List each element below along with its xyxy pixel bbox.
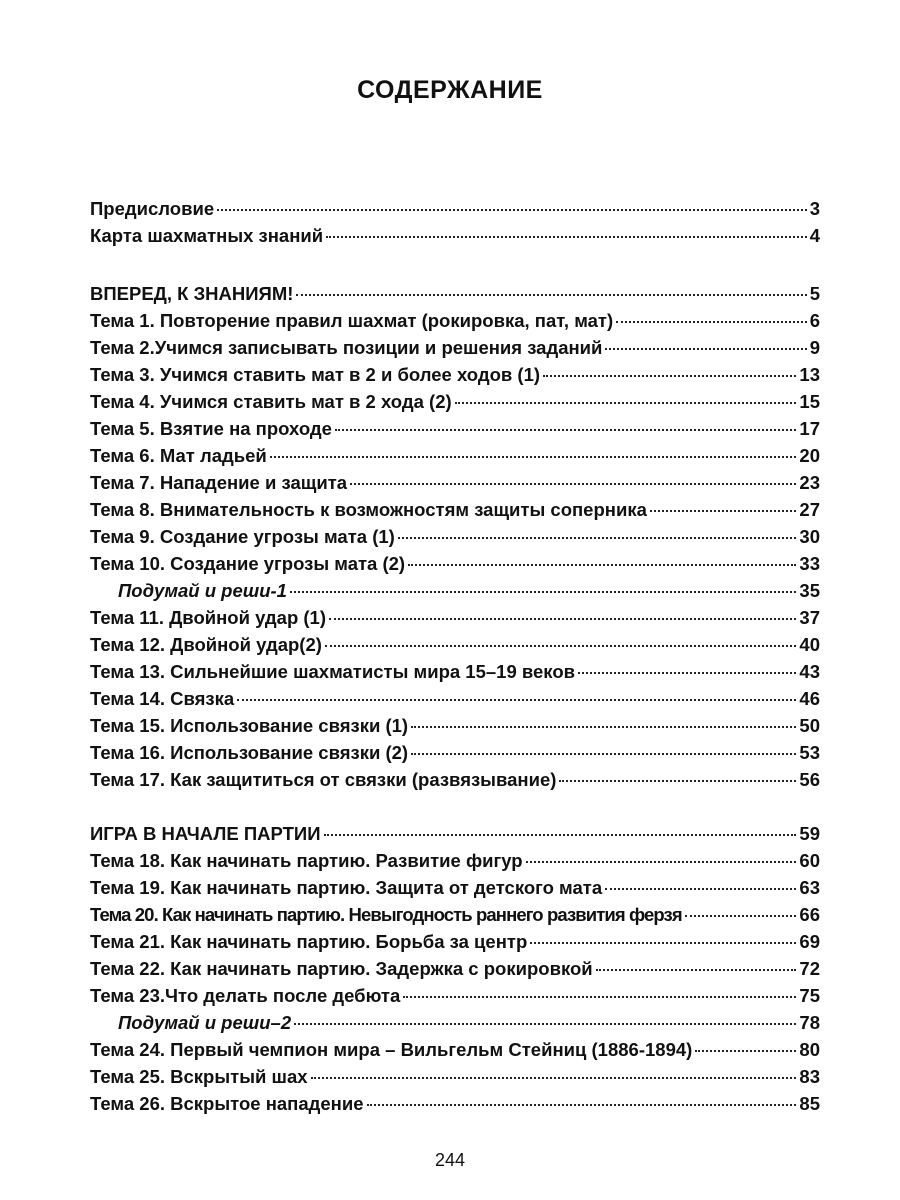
toc-entry-page: 6 xyxy=(809,310,820,331)
toc-entry-label: Тема 20. Как начинать партию. Невыгодность раннего развития ферзя xyxy=(90,904,682,925)
toc-entry-label: Тема 10. Создание угрозы мата (2) xyxy=(90,553,406,574)
toc-entry-page: 13 xyxy=(799,364,820,385)
toc-entry-label: Тема 26. Вскрытое нападение xyxy=(90,1093,364,1114)
toc-entry-page: 63 xyxy=(799,877,820,898)
toc-entry[interactable] xyxy=(90,1093,820,1120)
toc-entry-label: Предисловие xyxy=(90,198,215,219)
toc-entry-page: 27 xyxy=(799,499,820,520)
toc-entry-page: 17 xyxy=(799,418,820,439)
dot-leader xyxy=(217,209,807,211)
toc-entry-page: 78 xyxy=(799,1012,820,1033)
toc-entry[interactable] xyxy=(90,769,820,796)
dot-leader xyxy=(605,348,806,350)
dot-leader xyxy=(596,969,797,971)
toc-entry[interactable] xyxy=(90,661,820,688)
toc-entry[interactable] xyxy=(90,1066,820,1093)
toc-entry[interactable] xyxy=(90,850,820,877)
toc-entry-page: 23 xyxy=(799,472,820,493)
toc-entry[interactable] xyxy=(90,931,820,958)
dot-leader xyxy=(237,699,796,701)
toc-entry-label: Тема 12. Двойной удар(2) xyxy=(90,634,322,655)
toc-entry[interactable] xyxy=(90,418,820,445)
dot-leader xyxy=(296,294,806,296)
toc-entry-label: Тема 4. Учимся ставить мат в 2 хода (2) xyxy=(90,391,452,412)
toc-entry[interactable] xyxy=(90,1012,820,1039)
toc-entry-page: 56 xyxy=(799,769,820,790)
toc-entry-page: 15 xyxy=(799,391,820,412)
toc-entry-page: 59 xyxy=(799,823,820,844)
dot-leader xyxy=(324,834,797,836)
toc-entry-page: 3 xyxy=(809,198,820,219)
toc-entry-label: Тема 13. Сильнейшие шахматисты мира 15–19 веков xyxy=(90,661,575,682)
toc-entry-page: 85 xyxy=(799,1093,820,1114)
dot-leader xyxy=(543,375,796,377)
toc-entry-label: Тема 17. Как защититься от связки (развязывание) xyxy=(90,769,557,790)
toc-section-heading[interactable] xyxy=(90,283,820,310)
toc-entry-page: 80 xyxy=(799,1039,820,1060)
toc-entry[interactable] xyxy=(90,715,820,742)
dot-leader xyxy=(270,456,797,458)
dot-leader xyxy=(311,1077,797,1079)
toc-entry-label: Тема 16. Использование связки (2) xyxy=(90,742,409,763)
toc-entry-page: 33 xyxy=(799,553,820,574)
dot-leader xyxy=(350,483,796,485)
toc-entry-label: Тема 14. Связка xyxy=(90,688,235,709)
toc-entry-label: ВПЕРЕД, К ЗНАНИЯМ! xyxy=(90,283,294,304)
toc-entry-page: 72 xyxy=(799,958,820,979)
dot-leader xyxy=(695,1050,796,1052)
toc-entry-label: Тема 2.Учимся записывать позиции и решения заданий xyxy=(90,337,603,358)
toc-intro xyxy=(90,198,820,252)
dot-leader xyxy=(367,1104,797,1106)
toc-entry[interactable] xyxy=(90,634,820,661)
toc-entry-page: 60 xyxy=(799,850,820,871)
toc-entry-label: Тема 3. Учимся ставить мат в 2 и более ходов (1) xyxy=(90,364,541,385)
toc-entry-page: 69 xyxy=(799,931,820,952)
toc-entry-page: 43 xyxy=(799,661,820,682)
toc-entry[interactable] xyxy=(90,526,820,553)
toc-entry[interactable] xyxy=(90,742,820,769)
toc-entry[interactable] xyxy=(90,310,820,337)
toc-entry[interactable] xyxy=(90,391,820,418)
toc-entry[interactable] xyxy=(90,337,820,364)
toc-entry[interactable] xyxy=(90,553,820,580)
dot-leader xyxy=(290,591,796,593)
toc-entry-page: 50 xyxy=(799,715,820,736)
toc-entry-label: Тема 8. Внимательность к возможностям защиты соперника xyxy=(90,499,647,520)
page-title: СОДЕРЖАНИЕ xyxy=(357,76,543,104)
toc-entry-page: 37 xyxy=(799,607,820,628)
toc-entry-page: 46 xyxy=(799,688,820,709)
toc-entry-label: Тема 23.Что делать после дебюта xyxy=(90,985,401,1006)
toc-entry-page: 35 xyxy=(799,580,820,601)
toc-entry[interactable] xyxy=(90,364,820,391)
toc-entry-label: Тема 25. Вскрытый шах xyxy=(90,1066,308,1087)
toc-entry-page: 53 xyxy=(799,742,820,763)
toc-section-2 xyxy=(90,823,820,1120)
toc-entry-label: Тема 15. Использование связки (1) xyxy=(90,715,409,736)
toc-entry[interactable] xyxy=(90,877,820,904)
toc-entry-label: Тема 11. Двойной удар (1) xyxy=(90,607,327,628)
toc-entry-page: 40 xyxy=(799,634,820,655)
dot-leader xyxy=(294,1023,796,1025)
dot-leader xyxy=(325,645,797,647)
dot-leader xyxy=(329,618,796,620)
toc-entry[interactable] xyxy=(90,688,820,715)
dot-leader xyxy=(411,726,796,728)
toc-entry-label: Тема 1. Повторение правил шахмат (рокировка, пат, мат) xyxy=(90,310,614,331)
toc-entry-page: 75 xyxy=(799,985,820,1006)
toc-entry[interactable] xyxy=(90,472,820,499)
page-number: 244 xyxy=(434,1150,466,1170)
toc-entry[interactable] xyxy=(90,958,820,985)
toc-entry-label: Тема 9. Создание угрозы мата (1) xyxy=(90,526,395,547)
toc-entry[interactable] xyxy=(90,904,820,931)
dot-leader xyxy=(578,672,796,674)
toc-section-heading[interactable] xyxy=(90,823,820,850)
dot-leader xyxy=(685,915,797,917)
dot-leader xyxy=(559,780,796,782)
toc-entry[interactable] xyxy=(90,225,820,252)
toc-entry-page: 83 xyxy=(799,1066,820,1087)
dot-leader xyxy=(605,888,796,890)
toc-entry-page: 20 xyxy=(799,445,820,466)
toc-entry-label: Тема 22. Как начинать партию. Задержка с рокировкой xyxy=(90,958,593,979)
dot-leader xyxy=(326,236,807,238)
dot-leader xyxy=(411,753,796,755)
toc-entry[interactable] xyxy=(90,445,820,472)
toc-entry[interactable] xyxy=(90,198,820,225)
toc-entry-label: Тема 7. Нападение и защита xyxy=(90,472,348,493)
toc-entry-page: 5 xyxy=(809,283,820,304)
toc-entry[interactable] xyxy=(90,607,820,634)
toc-entry-page: 30 xyxy=(799,526,820,547)
toc-entry-label: Тема 21. Как начинать партию. Борьба за центр xyxy=(90,931,528,952)
toc-entry-page: 4 xyxy=(809,225,820,246)
toc-entry-label: Тема 5. Взятие на проходе xyxy=(90,418,332,439)
toc-entry-label: Подумай и реши–2 xyxy=(118,1012,292,1033)
dot-leader xyxy=(616,321,807,323)
dot-leader xyxy=(398,537,797,539)
toc-entry[interactable] xyxy=(90,985,820,1012)
toc-section-1 xyxy=(90,283,820,796)
toc-entry-label: Тема 18. Как начинать партию. Развитие фигур xyxy=(90,850,523,871)
toc-entry[interactable] xyxy=(90,499,820,526)
toc-entry-label: Тема 6. Мат ладьей xyxy=(90,445,267,466)
toc-entry-label: Тема 24. Первый чемпион мира – Вильгельм Стейниц (1886-1894) xyxy=(90,1039,693,1060)
dot-leader xyxy=(526,861,797,863)
toc-entry[interactable] xyxy=(90,580,820,607)
dot-leader xyxy=(335,429,797,431)
toc-entry-page: 9 xyxy=(809,337,820,358)
dot-leader xyxy=(650,510,797,512)
toc-entry[interactable] xyxy=(90,1039,820,1066)
toc-entry-label: Карта шахматных знаний xyxy=(90,225,324,246)
dot-leader xyxy=(403,996,796,998)
dot-leader xyxy=(455,402,797,404)
dot-leader xyxy=(408,564,796,566)
toc-entry-label: Подумай и реши-1 xyxy=(118,580,287,601)
toc-entry-label: Тема 19. Как начинать партию. Защита от детского мата xyxy=(90,877,603,898)
toc-entry-label: ИГРА В НАЧАЛЕ ПАРТИИ xyxy=(90,823,321,844)
toc-entry-page: 66 xyxy=(799,904,820,925)
dot-leader xyxy=(530,942,796,944)
